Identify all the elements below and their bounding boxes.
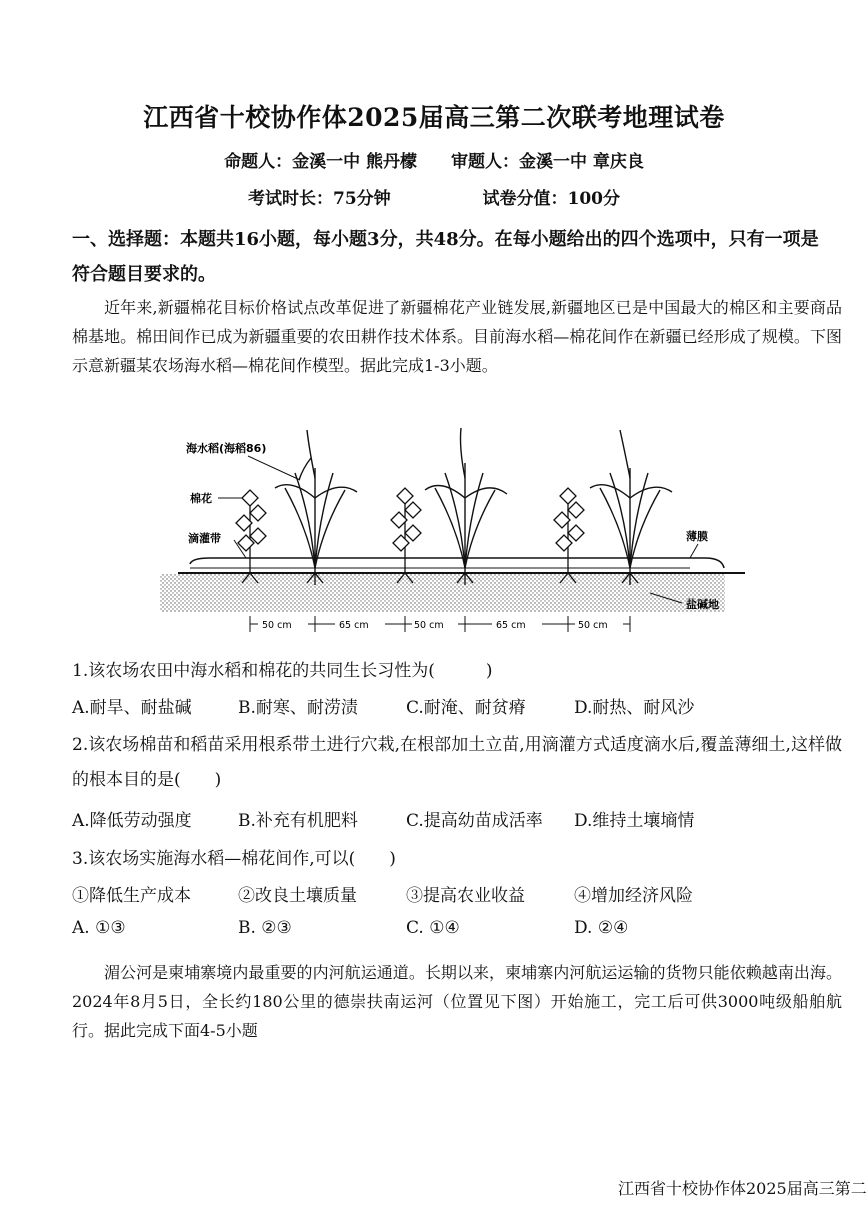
question-3-stem: 3.该农场实施海水稻—棉花间作,可以( ) [72, 849, 396, 869]
page-footer: 江西省十校协作体2025届高三第二 [618, 1179, 867, 1198]
option-c[interactable]: C. ①④ [406, 918, 460, 938]
option-d[interactable]: D.耐热、耐风沙 [574, 698, 695, 718]
cotton-plant [236, 490, 266, 583]
section-heading: 一、选择题：本题共16小题，每小题3分，共48分。在每小题给出的四个选项中，只有一项是符合题目要求的。 [72, 229, 819, 285]
passage-2: 湄公河是柬埔寨境内最重要的内河航运通道。长期以来，柬埔寨内河航运运输的货物只能依赖越南出海。2024年8月5日，全长约180公里的德崇扶南运河（位置见下图）开始施工，完工后可供3000吨级船舶航行。据此完成下面4-5小题 [72, 963, 842, 1040]
leader-line [248, 456, 300, 480]
option-c[interactable]: C.耐淹、耐贫瘠 [406, 698, 526, 718]
passage-1: 近年来,新疆棉花目标价格试点改革促进了新疆棉花产业链发展,新疆地区已是中国最大的棉区和主要商品棉基地。棉田间作已成为新疆重要的农田耕作技术体系。目前海水稻—棉花间作在新疆已经形成了规模。下图示意新疆某农场海水稻—棉花间作模型。据此完成1-3小题。 [72, 298, 842, 375]
spacing-label: 65 cm [496, 620, 526, 631]
statement: ③提高农业收益 [406, 886, 525, 906]
option-d[interactable]: D. ②④ [574, 918, 629, 938]
question-2-options [72, 806, 842, 831]
label-cotton: 棉花 [190, 492, 212, 505]
statement: ④增加经济风险 [574, 886, 693, 906]
question-2-stem: 2.该农场棉苗和稻苗采用根系带土进行穴栽,在根部加土立苗,用滴灌方式适度滴水后,覆盖薄细土,这样做的根本目的是( ) [72, 735, 842, 790]
statement: ①降低生产成本 [72, 886, 191, 906]
spacing-label: 50 cm [262, 620, 292, 631]
rice-plant [275, 430, 357, 585]
option-b[interactable]: B.耐寒、耐涝渍 [238, 698, 358, 718]
question-1-options [72, 693, 842, 718]
cotton-plant [391, 488, 421, 583]
rice-plant [590, 430, 672, 585]
exam-title: 江西省十校协作体2025届高三第二次联考地理试卷 [143, 103, 725, 132]
exam-meta [0, 184, 868, 209]
exam-duration: 考试时长：75分钟 [247, 189, 391, 209]
intercropping-figure [150, 418, 760, 640]
statement: ②改良土壤质量 [238, 886, 357, 906]
option-c[interactable]: C.提高幼苗成活率 [406, 811, 543, 831]
option-a[interactable]: A.降低劳动强度 [72, 811, 192, 831]
option-b[interactable]: B.补充有机肥料 [238, 811, 358, 831]
question-3-options [72, 918, 842, 938]
option-d[interactable]: D.维持土壤墒情 [574, 811, 695, 831]
label-film: 薄膜 [686, 530, 708, 543]
leader-line [690, 544, 698, 558]
option-a[interactable]: A.耐旱、耐盐碱 [72, 698, 192, 718]
spacing-label: 50 cm [578, 620, 608, 631]
rice-plant [425, 428, 507, 585]
spacing-label: 50 cm [414, 620, 444, 631]
plastic-film [190, 558, 724, 568]
question-3-statements [72, 881, 842, 906]
spacing-label: 65 cm [339, 620, 369, 631]
author-line: 命题人：金溪一中 熊丹檬 审题人：金溪一中 章庆良 [224, 152, 644, 172]
question-1-stem: 1.该农场农田中海水稻和棉花的共同生长习性为( ) [72, 661, 493, 681]
option-a[interactable]: A. ①③ [72, 918, 126, 938]
exam-score: 试卷分值：100分 [482, 189, 620, 209]
rice-plants [275, 428, 672, 585]
label-soil: 盐碱地 [686, 598, 719, 611]
label-drip: 滴灌带 [188, 532, 221, 545]
spacing-dimensions [250, 616, 630, 632]
label-rice: 海水稻(海稻86) [186, 442, 267, 455]
option-b[interactable]: B. ②③ [238, 918, 292, 938]
cotton-plant [554, 488, 584, 583]
cotton-plants [236, 488, 584, 583]
